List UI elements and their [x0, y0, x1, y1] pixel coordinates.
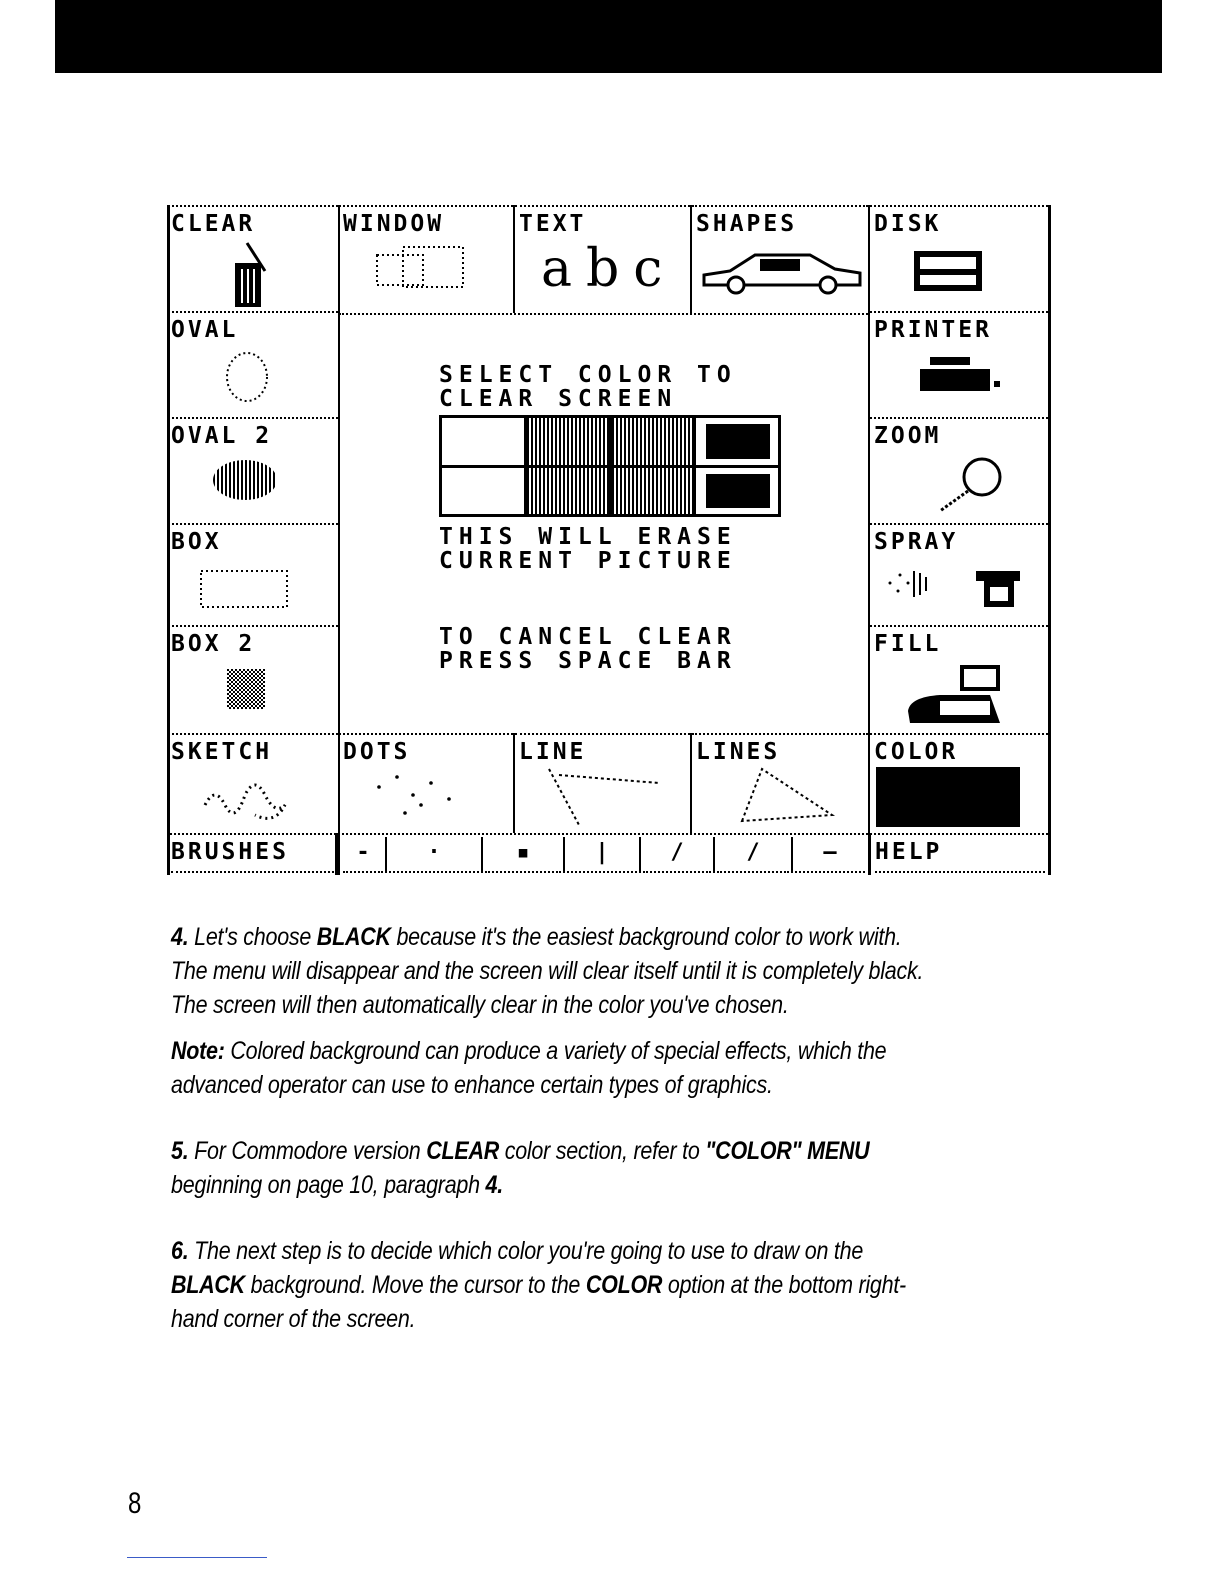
- menu-clear-label: CLEAR: [171, 211, 256, 237]
- step-6-black: BLACK: [171, 1271, 245, 1299]
- menu-oval[interactable]: [167, 311, 338, 417]
- brush-divider-0: [335, 833, 338, 875]
- step-5-line-2: [171, 1168, 503, 1202]
- car-icon: [700, 247, 865, 297]
- menu-oval-2-label: OVAL 2: [171, 423, 273, 449]
- brush-divider-1: [385, 837, 387, 873]
- text-sample: abc: [541, 239, 677, 299]
- step-5-color-menu: "COLOR" MENU: [705, 1137, 870, 1165]
- menu-oval-2[interactable]: [167, 417, 338, 523]
- menu-lines[interactable]: [692, 733, 868, 833]
- swatch-black-2[interactable]: [696, 468, 778, 515]
- menu-fill-label: FILL: [874, 631, 942, 657]
- menu-zoom-label: ZOOM: [874, 423, 942, 449]
- printer-icon: [910, 353, 1020, 403]
- menu-window-label: WINDOW: [343, 211, 445, 237]
- swatch-white-1[interactable]: [442, 418, 524, 465]
- step-6-color: COLOR: [585, 1271, 663, 1299]
- step-5-text-a: For Commodore version: [188, 1137, 427, 1165]
- step-5-text-2a: beginning on page 10, paragraph: [171, 1171, 486, 1199]
- step-4-line-1: [171, 920, 901, 954]
- menu-box-2-label: BOX 2: [171, 631, 256, 657]
- step-6-text-d: option at the bottom right-: [662, 1271, 906, 1299]
- swatch-white-2[interactable]: [442, 468, 524, 515]
- brush-divider-6: [791, 837, 793, 873]
- dialog-line-3: THIS WILL ERASE: [439, 524, 737, 550]
- menu-line-label: LINE: [519, 739, 587, 765]
- lines-tool-icon: [722, 765, 852, 829]
- menu-oval-label: OVAL: [171, 317, 239, 343]
- menu-box[interactable]: [167, 523, 338, 625]
- step-6-text-a: The next step is to decide which color you're going to use to draw on the: [188, 1237, 864, 1265]
- magnifier-icon: [910, 453, 1020, 517]
- step-6-line-2: [171, 1268, 906, 1302]
- swatch-pattern-4[interactable]: [612, 468, 694, 515]
- menu-disk-label: DISK: [874, 211, 942, 237]
- disk-drive-icon: [910, 247, 1010, 303]
- menu-lines-label: LINES: [696, 739, 781, 765]
- menu-spray[interactable]: [870, 523, 1048, 625]
- menu-text-label: TEXT: [519, 211, 587, 237]
- step-4-text-a: Let's choose: [194, 923, 317, 951]
- swatch-pattern-2[interactable]: [612, 418, 694, 465]
- menu-box-2[interactable]: [167, 625, 338, 733]
- step-6-line-1: [171, 1234, 863, 1268]
- menu-text[interactable]: [515, 205, 690, 313]
- menu-disk[interactable]: [870, 205, 1048, 311]
- note-text-a: Colored background can produce a variety of special effects, which the: [224, 1037, 887, 1065]
- step-5-line-1: [171, 1134, 869, 1168]
- menu-sketch-label: SKETCH: [171, 739, 273, 765]
- brush-4[interactable]: |: [567, 833, 637, 873]
- dialog-line-6: PRESS SPACE BAR: [439, 648, 737, 674]
- dialog-line-4: CURRENT PICTURE: [439, 548, 737, 574]
- brush-divider-7: [868, 833, 871, 875]
- menu-shapes-label: SHAPES: [696, 211, 798, 237]
- dialog-line-1: SELECT COLOR TO: [439, 362, 737, 388]
- brush-divider-2: [481, 837, 483, 873]
- footer-rule: [127, 1557, 267, 1558]
- paint-screen: [167, 205, 1051, 875]
- menu-window[interactable]: [339, 205, 513, 313]
- brushes-bar: [167, 833, 1051, 875]
- header-bar: [55, 0, 1162, 73]
- spray-can-icon: [880, 561, 1040, 621]
- menu-fill[interactable]: [870, 625, 1048, 733]
- step-4-text-c: because it's the easiest background color to work with.: [390, 923, 902, 951]
- menu-color[interactable]: [870, 733, 1048, 833]
- oval-filled-icon: [205, 455, 285, 505]
- dialog-line-5: TO CANCEL CLEAR: [439, 624, 737, 650]
- color-bar-icon: [874, 765, 1024, 829]
- menu-printer[interactable]: [870, 311, 1048, 417]
- step-5-number: 5.: [171, 1137, 189, 1165]
- step-4-line-3: The screen will then automatically clear in the color you've chosen.: [171, 991, 789, 1019]
- brush-divider-5: [713, 837, 715, 873]
- step-6-number: 6.: [171, 1237, 189, 1265]
- step-5-paragraph-ref: 4.: [485, 1171, 503, 1199]
- paint-bucket-icon: [900, 661, 1020, 731]
- brush-divider-3: [563, 837, 565, 873]
- brush-3[interactable]: ▪: [485, 833, 561, 873]
- note-line-2: advanced operator can use to enhance certain types of graphics.: [171, 1071, 773, 1099]
- menu-sketch[interactable]: [167, 733, 338, 833]
- step-4-number: 4.: [171, 923, 189, 951]
- page-number: 8: [128, 1487, 142, 1520]
- menu-zoom[interactable]: [870, 417, 1048, 523]
- center-top-line: [339, 313, 868, 315]
- menu-dots-label: DOTS: [343, 739, 411, 765]
- trash-can-icon: [227, 241, 287, 311]
- menu-dots[interactable]: [339, 733, 513, 833]
- right-border: [1048, 205, 1051, 875]
- menu-clear[interactable]: [167, 205, 338, 311]
- menu-shapes[interactable]: [692, 205, 868, 313]
- menu-color-label: COLOR: [874, 739, 959, 765]
- dialog-line-2: CLEAR SCREEN: [439, 386, 678, 412]
- brush-5[interactable]: /: [643, 833, 711, 873]
- brush-6[interactable]: /: [717, 833, 789, 873]
- swatch-pattern-3[interactable]: [527, 468, 609, 515]
- step-6-line-3: hand corner of the screen.: [171, 1305, 416, 1333]
- box-filled-icon: [225, 667, 275, 717]
- step-4-black: BLACK: [316, 923, 391, 951]
- swatch-black-1[interactable]: [696, 418, 778, 465]
- step-5-text-c: color section, refer to: [498, 1137, 706, 1165]
- menu-spray-label: SPRAY: [874, 529, 959, 555]
- color-palette: [439, 415, 781, 517]
- menu-brushes[interactable]: BRUSHES: [171, 833, 334, 873]
- swatch-pattern-1[interactable]: [527, 418, 609, 465]
- brush-7[interactable]: —: [795, 833, 865, 873]
- menu-help[interactable]: HELP: [875, 833, 1045, 873]
- note-line-1: [171, 1034, 886, 1068]
- step-4-line-2: The menu will disappear and the screen will clear itself until it is completely black.: [171, 957, 924, 985]
- brush-2[interactable]: ·: [389, 833, 479, 873]
- oval-outline-icon: [207, 349, 287, 409]
- box-outline-icon: [199, 567, 299, 617]
- menu-box-label: BOX: [171, 529, 222, 555]
- menu-printer-label: PRINTER: [874, 317, 992, 343]
- line-tool-icon: [539, 765, 679, 829]
- note-label: Note:: [171, 1037, 225, 1065]
- dots-icon: [369, 769, 489, 829]
- window-icon: [373, 243, 483, 303]
- brush-1[interactable]: -: [343, 833, 383, 873]
- brush-divider-4: [639, 837, 641, 873]
- step-6-text-b: background. Move the cursor to the: [244, 1271, 586, 1299]
- menu-line[interactable]: [515, 733, 690, 833]
- sketch-scribble-icon: [195, 765, 305, 829]
- step-5-clear: CLEAR: [426, 1137, 499, 1165]
